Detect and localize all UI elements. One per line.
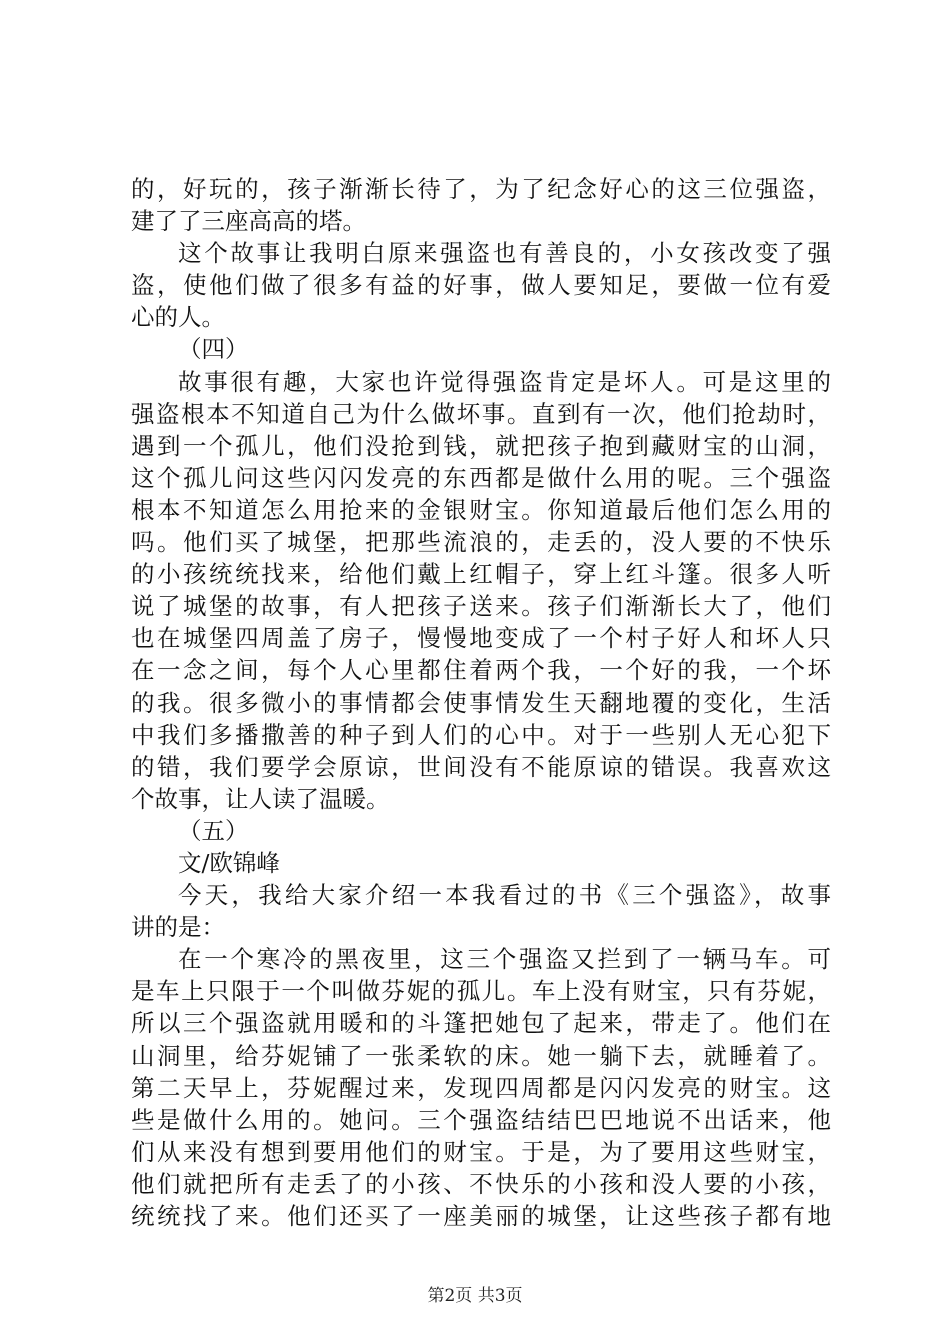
text-line: 们从来没有想到要用他们的财宝。于是，为了要用这些财宝， — [131, 1137, 831, 1166]
text-line: 个故事，让人读了温暖。 — [131, 784, 390, 813]
paragraph-p2 — [131, 237, 831, 333]
text-line: 所以三个强盗就用暖和的斗篷把她包了起来，带走了。他们在 — [131, 1009, 831, 1038]
text-line: 吗。他们买了城堡，把那些流浪的，走丢的，没人要的不快乐 — [131, 528, 831, 557]
text-line: 的，好玩的，孩子渐渐长待了，为了纪念好心的这三位强盗， — [131, 175, 831, 203]
text-line: 遇到一个孤儿，他们没抢到钱，就把孩子抱到藏财宝的山洞， — [131, 431, 831, 460]
paragraph-h4 — [131, 333, 831, 365]
text-line: 统统找了来。他们还买了一座美丽的城堡，让这些孩子都有地 — [131, 1202, 831, 1230]
text-line: 故事很有趣，大家也许觉得强盗肯定是坏人。可是这里的 — [178, 367, 831, 396]
text-line: 根本不知道怎么用抢来的金银财宝。你知道最后他们怎么用的 — [131, 495, 831, 524]
text-line: 他们就把所有走丢了的小孩、不快乐的小孩和没人要的小孩， — [131, 1169, 831, 1198]
paragraph-p3 — [131, 366, 831, 815]
text-line: 是车上只限于一个叫做芬妮的孤儿。车上没有财宝，只有芬妮， — [131, 977, 831, 1006]
text-line: 盗，使他们做了很多有益的好事，做人要知足，要做一位有爱 — [131, 271, 831, 300]
page-footer: 第2页 共3页 — [427, 1286, 523, 1306]
text-line: （四） — [178, 335, 249, 364]
text-line: 在一念之间，每个人心里都住着两个我，一个好的我，一个坏 — [131, 656, 831, 685]
text-line: 的错，我们要学会原谅，世间没有不能原谅的错误。我喜欢这 — [131, 752, 831, 781]
text-line: 这个孤儿问这些闪闪发亮的东西都是做什么用的呢。三个强盗 — [131, 463, 831, 492]
text-line: 山洞里，给芬妮铺了一张柔软的床。她一躺下去，就睡着了。 — [131, 1041, 831, 1070]
text-line: 这个故事让我明白原来强盗也有善良的，小女孩改变了强 — [178, 239, 831, 268]
text-line: 在一个寒冷的黑夜里，这三个强盗又拦到了一辆马车。可 — [178, 945, 831, 974]
text-line: 的我。很多微小的事情都会使事情发生天翻地覆的变化，生活 — [131, 688, 831, 717]
paragraph-p5 — [131, 943, 831, 1232]
text-line: 强盗根本不知道自己为什么做坏事。直到有一次，他们抢劫时， — [131, 399, 831, 428]
text-line: 些是做什么用的。她问。三个强盗结结巴巴地说不出话来，他 — [131, 1105, 831, 1134]
paragraph-p4 — [131, 879, 831, 943]
document-body — [131, 173, 831, 1232]
text-line: 心的人。 — [131, 303, 225, 332]
text-line: 的小孩统统找来，给他们戴上红帽子，穿上红斗篷。很多人听 — [131, 560, 831, 589]
text-line: 讲的是： — [131, 913, 225, 942]
text-line: 第二天早上，芬妮醒过来，发现四周都是闪闪发亮的财宝。这 — [131, 1073, 831, 1102]
text-line: 中我们多播撒善的种子到人们的心中。对于一些别人无心犯下 — [131, 720, 831, 749]
text-line: （五） — [178, 816, 249, 845]
text-line: 文/欧锦峰 — [178, 848, 280, 877]
text-line: 说了城堡的故事，有人把孩子送来。孩子们渐渐长大了，他们 — [131, 592, 831, 621]
paragraph-author — [131, 847, 831, 879]
paragraph-h5 — [131, 815, 831, 847]
text-line: 也在城堡四周盖了房子，慢慢地变成了一个村子好人和坏人只 — [131, 624, 831, 653]
text-line: 今天，我给大家介绍一本我看过的书《三个强盗》，故事 — [178, 881, 831, 910]
paragraph-p1 — [131, 173, 831, 237]
text-line: 建了了三座高高的塔。 — [131, 207, 366, 236]
